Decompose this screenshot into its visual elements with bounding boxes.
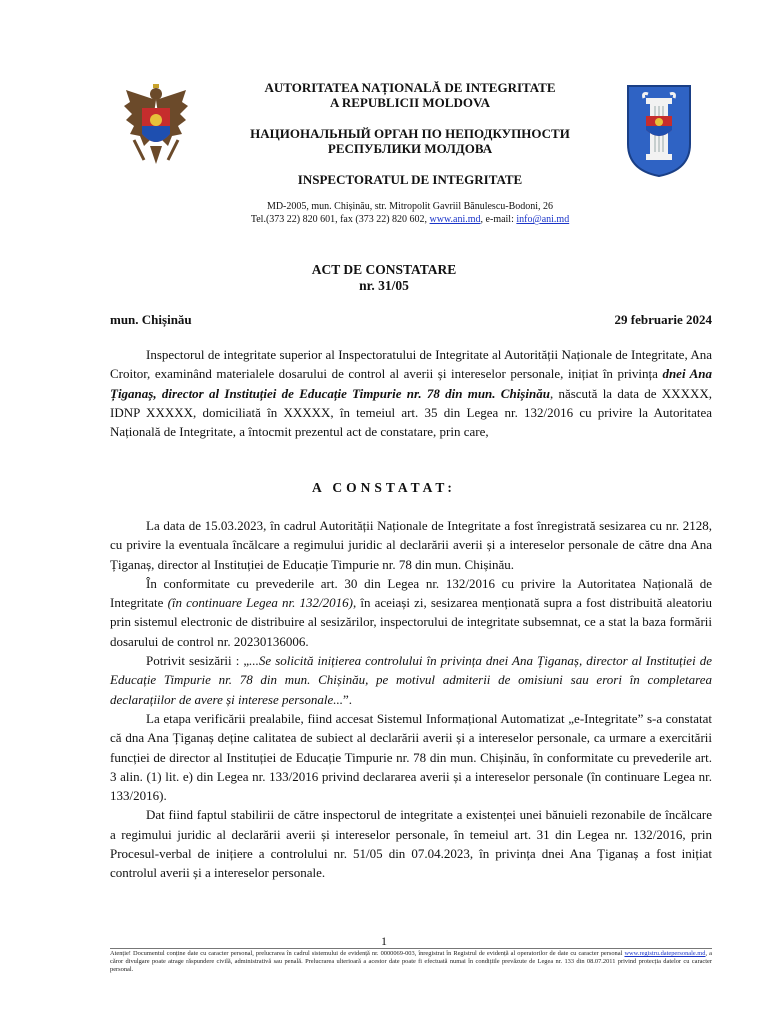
findings-body bbox=[110, 516, 712, 883]
section-heading-constatat: A CONSTATAT: bbox=[312, 480, 456, 495]
phone-fax: Tel.(373 22) 820 601, fax (373 22) 820 602, bbox=[250, 214, 430, 225]
header-line-2: A REPUBLICII MOLDOVA bbox=[329, 95, 491, 110]
paragraph-5: Dat fiind faptul stabilirii de către inspectorul de integritate a existenței unei bănuieli rezonabile de încălcare a regimului juridic al declarării averii și intereselor personale, în temeiul art. 31 din Legea nr. 132/2016, prin Procesul-verbal de inițiere a controlului nr. 51/05 din 07.04.2023, în privința dnei Ana Țiganaș a fost inițiat controlul averii și a intereselor personale. bbox=[110, 807, 712, 881]
document-title bbox=[0, 262, 768, 294]
paragraph-2 bbox=[110, 574, 712, 651]
paragraph-3-text-a: Potrivit sesizării : „ bbox=[146, 653, 250, 669]
contact-line bbox=[200, 213, 620, 226]
intro-text-2: , născută la data de XXXXX, IDNP XXXXX, domiciliată în XXXXX, în temeiul art. 35 din Legea nr. 132/2016 cu privire la Autoritatea Națională de Integritate, a întocmit prezentul act de constatare, prin care, bbox=[110, 385, 712, 440]
title-line-1: ACT DE CONSTATARE bbox=[311, 262, 457, 277]
paragraph-4: La etapa verificării prealabile, fiind accesat Sistemul Informațional Automatizat „e-Integritate” s-a constatat că dna Ana Țiganaș deține calitatea de subiect al declarării averii și a intereselor personale, ca urmare a exercitării funcției de director al Instituției de Educație Timpurie nr. 78 din mun. Chișinău, în conformitate cu prevederile art. 3 alin. (1) lit. e) din Legea nr. 133/2016 privind declararea averii și a intereselor personale (în continuare Legea nr. 133/2016). bbox=[110, 710, 712, 804]
chisinau-coat-of-arms-icon bbox=[626, 84, 692, 178]
institution-name-ro bbox=[200, 80, 620, 110]
website-link[interactable]: www.ani.md bbox=[429, 214, 481, 225]
place-label: mun. Chișinău bbox=[110, 312, 192, 327]
footnote-divider bbox=[110, 948, 712, 949]
paragraph-3-text-b: ”. bbox=[342, 691, 353, 707]
paragraph-2-italic: (în continuare Legea nr. 132/2016) bbox=[167, 595, 353, 611]
document-date: 29 februarie 2024 bbox=[614, 312, 712, 327]
paragraph-2-text-a: În conformitate cu prevederile art. 30 din Legea nr. 132/2016 cu privire la Autoritatea Națională de Integritate bbox=[110, 575, 712, 611]
intro-text-1: Inspectorul de integritate superior al Inspectoratului de Integritate al Autorității Naționale de Integritate, Ana Croitor, examinând materialele dosarului de control al averii și intereselor personale, inițiat în privința bbox=[110, 347, 712, 382]
footnote bbox=[110, 950, 712, 974]
address-line: MD-2005, mun. Chișinău, str. Mitropolit Gavriil Bănulescu-Bodoni, 26 bbox=[266, 201, 554, 212]
paragraph-1: La data de 15.03.2023, în cadrul Autorității Naționale de Integritate a fost înregistrată sesizarea cu nr. 2128, cu privire la eventuala încălcare a regimului juridic al declarării averii și a intereselor personale de către dna Ana Țiganaș, director al Instituției de Educație Timpurie nr. 78 din mun. Chișinău. bbox=[110, 518, 712, 572]
moldova-coat-of-arms-icon bbox=[120, 80, 192, 172]
intro-subject: dnei Ana Țiganaș, director al Instituției de Educație Timpurie nr. 78 din mun. Chișinău bbox=[110, 366, 713, 401]
inspectorate-name: INSPECTORATUL DE INTEGRITATE bbox=[297, 172, 523, 187]
intro-paragraph bbox=[110, 345, 712, 441]
contact-block bbox=[200, 200, 620, 226]
paragraph-3-quote: ...Se solicită inițierea controlului în privința dnei Ana Țiganaș, director al Instituției de Educație Timpurie nr. 78 din mun. Chișinău, pe motivul admiterii de omisiuni sau erori în completarea declarațiilor de avere și interese personale... bbox=[110, 653, 713, 707]
title-line-2: nr. 31/05 bbox=[359, 278, 409, 293]
paragraph-2-text-b: , în aceiași zi, sesizarea menționată supra a fost distribuită aleatoriu prin sistemul electronic de distribuire al sesizărilor, inspectorului de integritate subsemnat, ce a stat la baza formării dosarului de control nr. 20230136006. bbox=[110, 595, 712, 649]
header-line-4: РЕСПУБЛИКИ МОЛДОВА bbox=[327, 141, 493, 156]
page-number: 1 bbox=[381, 934, 387, 948]
footnote-text-2: , a căror divulgare poate atrage răspundere civilă, administrativă sau penală. Prelucrarea ulterioară a acestor date poate fi efectuată numai în condițiile prevăzute de Legea nr. 133 din 08.07.2011 privind protecția datelor cu caracter personal. bbox=[110, 950, 712, 973]
paragraph-3 bbox=[110, 651, 712, 709]
header-line-1: AUTORITATEA NAȚIONALĂ DE INTEGRITATE bbox=[264, 80, 556, 95]
email-link[interactable]: info@ani.md bbox=[516, 214, 570, 225]
footnote-text-1: Atenție! Documentul conține date cu caracter personal, prelucrarea în cadrul sistemului de evidență nr. 0000069-003, înregistrat în Registrul de evidență al operatorilor de date cu caracter personal bbox=[110, 950, 625, 957]
header-line-3: НАЦИОНАЛЬНЫЙ ОРГАН ПО НЕПОДКУПНОСТИ bbox=[250, 126, 570, 141]
institution-name-ru bbox=[200, 126, 620, 156]
registry-link[interactable]: www.registru.datepersonale.md bbox=[624, 950, 706, 957]
email-label: , e-mail: bbox=[480, 214, 517, 225]
